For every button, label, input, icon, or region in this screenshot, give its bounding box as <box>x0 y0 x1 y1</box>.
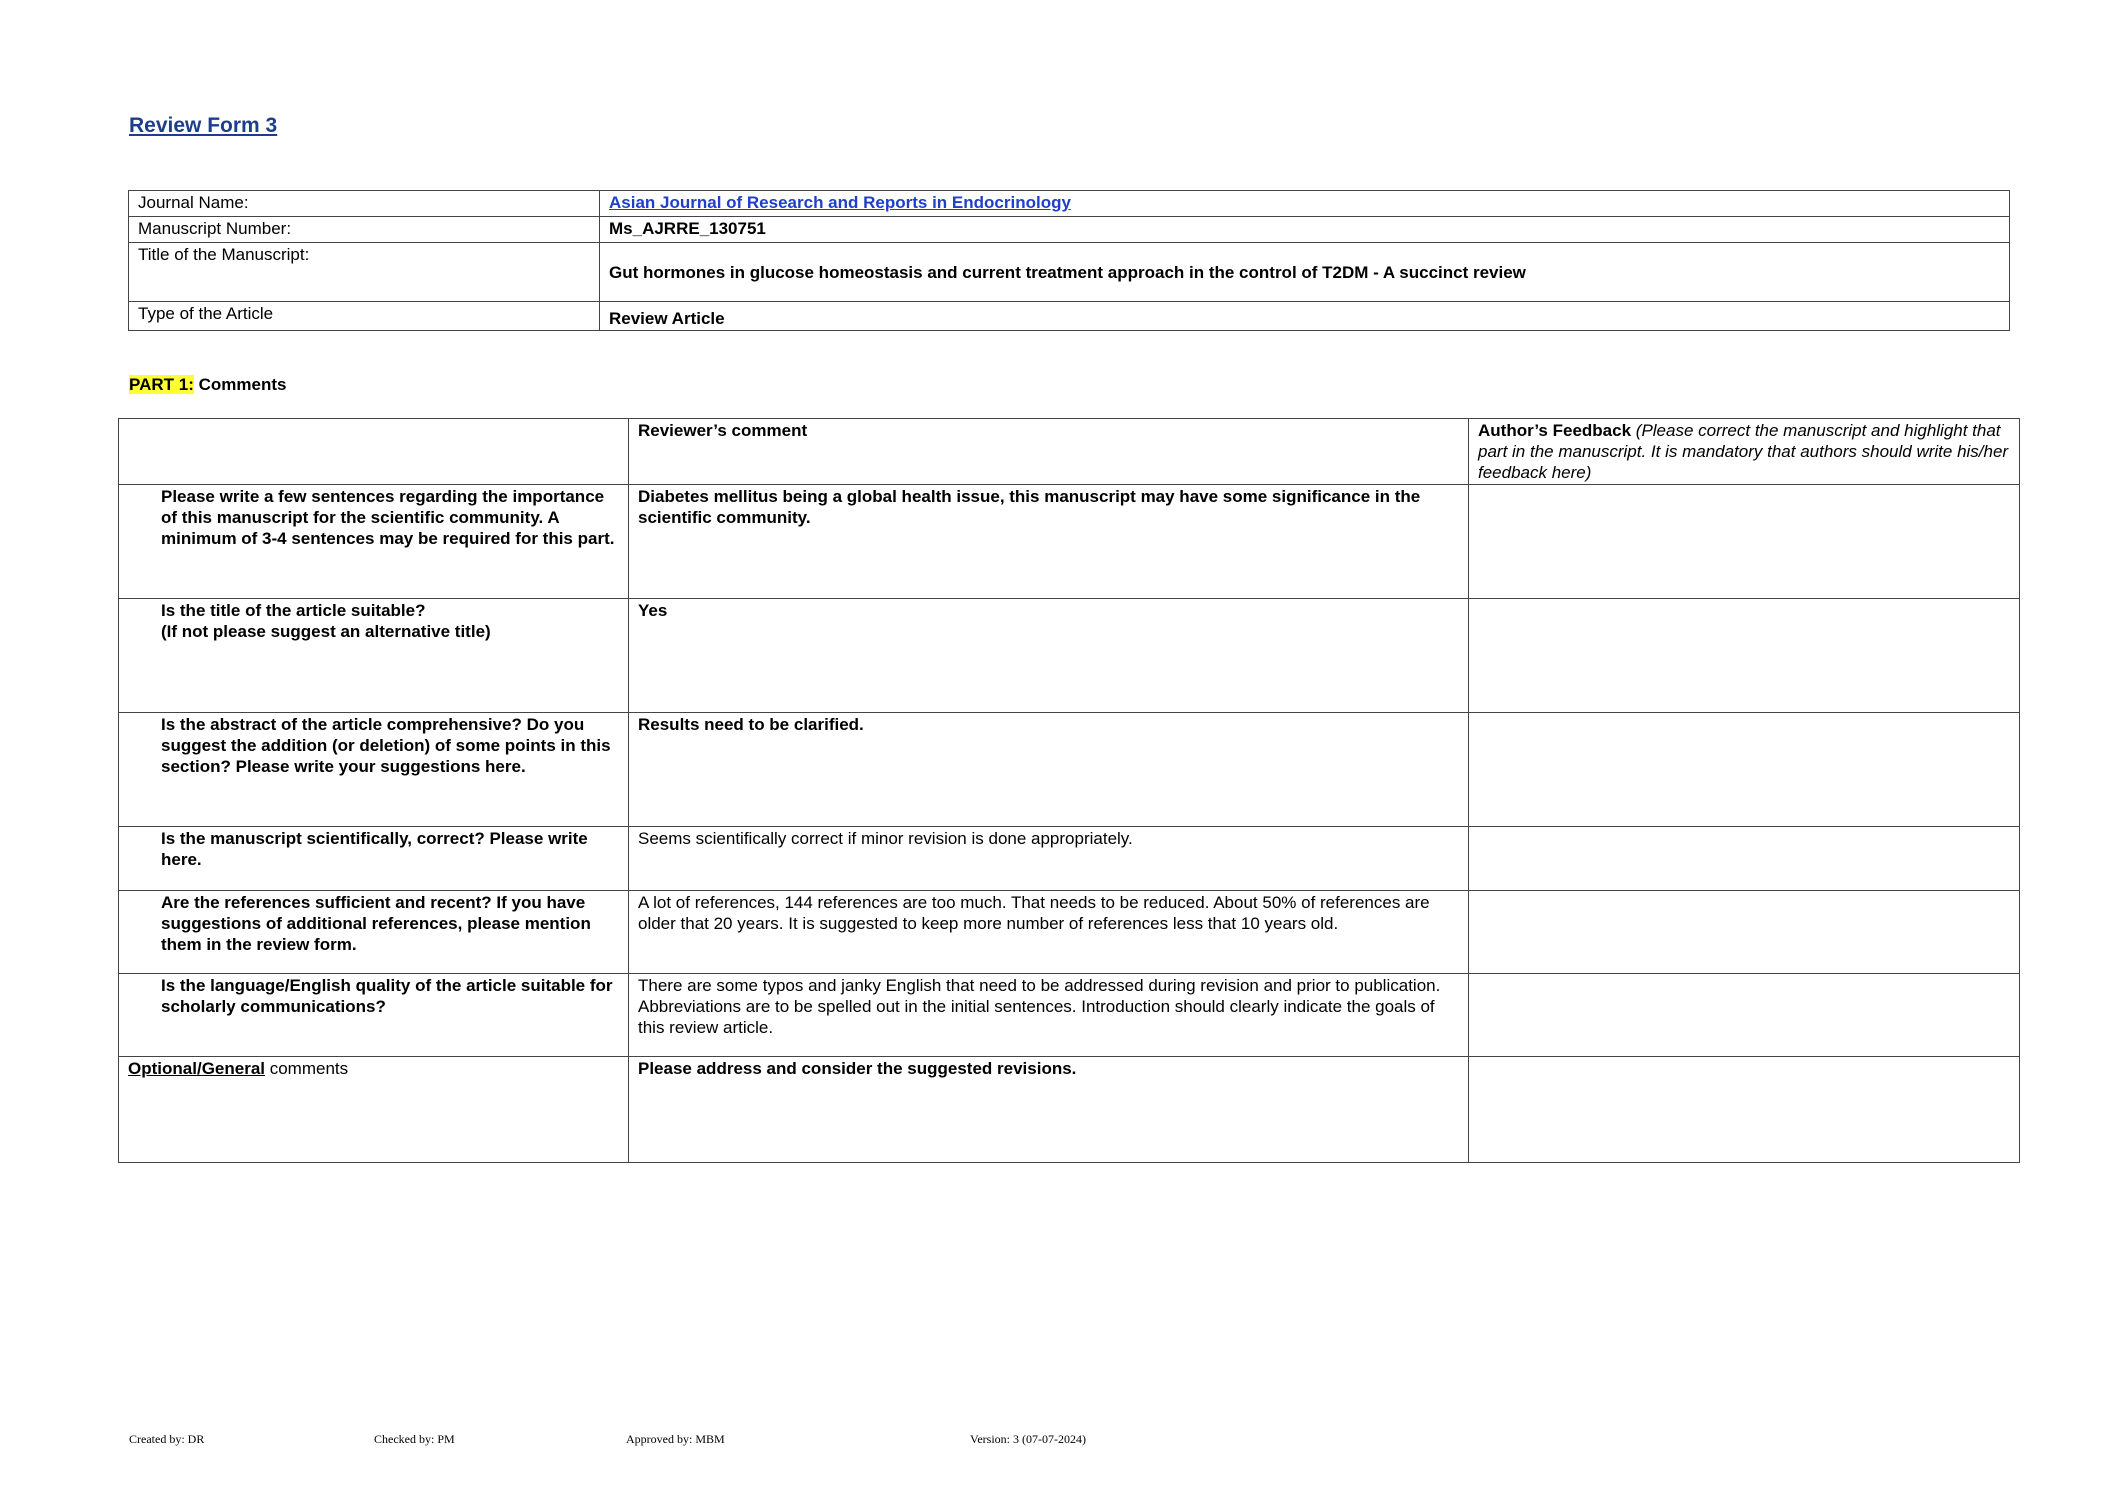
info-row-title <box>129 243 2010 302</box>
footer-created-by: Created by: DR <box>129 1432 205 1446</box>
info-row-type <box>129 302 2010 331</box>
author-feedback-cell[interactable] <box>1469 827 2020 891</box>
comment-row <box>119 599 2020 713</box>
comments-header-row <box>119 419 2020 485</box>
info-row-journal <box>129 191 2010 217</box>
comments-label: comments <box>265 1059 349 1078</box>
slash-label: / <box>196 1059 202 1078</box>
reviewer-comment-cell: Yes <box>629 599 1469 713</box>
comment-row <box>119 891 2020 974</box>
question-cell: Is the title of the article suitable? (If not please suggest an alternative title) <box>119 599 629 713</box>
author-feedback-cell[interactable] <box>1469 485 2020 599</box>
optional-label: Optional <box>128 1059 197 1078</box>
author-feedback-instructions: (Please correct the manuscript and highlight that part in the manuscript. It is mandatory that authors should write his/her feedback here) <box>1478 421 2009 482</box>
title-label: Title of the Manuscript: <box>129 243 600 302</box>
general-label: General <box>201 1059 265 1078</box>
header-author-feedback <box>1469 419 2020 485</box>
manuscript-title: Gut hormones in glucose homeostasis and current treatment approach in the control of T2DM - A succinct review <box>600 243 2010 302</box>
author-feedback-cell[interactable] <box>1469 713 2020 827</box>
author-feedback-label: Author’s Feedback <box>1478 421 1632 440</box>
journal-label: Journal Name: <box>129 191 600 217</box>
author-feedback-cell[interactable] <box>1469 891 2020 974</box>
optional-author-feedback[interactable] <box>1469 1057 2020 1163</box>
question-cell: Are the references sufficient and recent? If you have suggestions of additional references, please mention them in the review form. <box>119 891 629 974</box>
manuscript-number: Ms_AJRRE_130751 <box>600 217 2010 243</box>
form-title: Review Form 3 <box>129 114 278 137</box>
author-feedback-cell[interactable] <box>1469 974 2020 1057</box>
question-cell: Is the language/English quality of the article suitable for scholarly communications? <box>119 974 629 1057</box>
info-row-manuscript <box>129 217 2010 243</box>
question-cell: Is the abstract of the article comprehensive? Do you suggest the addition (or deletion) of some points in this section? Please write your suggestions here. <box>119 713 629 827</box>
comment-row <box>119 485 2020 599</box>
reviewer-comment-cell: There are some typos and janky English that need to be addressed during revision and prior to publication. Abbreviations are to be spelled out in the initial sentences. Introduction should clearly indicate the goals of this review article. <box>629 974 1469 1057</box>
question-cell: Please write a few sentences regarding the importance of this manuscript for the scientific community. A minimum of 3-4 sentences may be required for this part. <box>119 485 629 599</box>
optional-reviewer-comment: Please address and consider the suggested revisions. <box>629 1057 1469 1163</box>
comments-table <box>118 418 2020 1163</box>
manuscript-info-table <box>128 190 2010 331</box>
footer-version: Version: 3 (07-07-2024) <box>970 1432 1086 1446</box>
optional-general-label <box>119 1057 629 1163</box>
journal-link[interactable]: Asian Journal of Research and Reports in Endocrinology <box>609 193 1071 212</box>
footer-approved-by: Approved by: MBM <box>626 1432 725 1446</box>
reviewer-comment-cell: A lot of references, 144 references are too much. That needs to be reduced. About 50% of references are older that 20 years. It is suggested to keep more number of references less that 10 years old. <box>629 891 1469 974</box>
journal-value-cell <box>600 191 2010 217</box>
question-cell: Is the manuscript scientifically, correct? Please write here. <box>119 827 629 891</box>
manuscript-label: Manuscript Number: <box>129 217 600 243</box>
reviewer-comment-cell: Diabetes mellitus being a global health issue, this manuscript may have some significance in the scientific community. <box>629 485 1469 599</box>
comment-row <box>119 827 2020 891</box>
reviewer-comment-cell: Results need to be clarified. <box>629 713 1469 827</box>
part-label: PART 1: <box>129 375 194 394</box>
header-empty-cell <box>119 419 629 485</box>
part-heading <box>129 375 286 395</box>
part-title: Comments <box>198 375 287 394</box>
footer-checked-by: Checked by: PM <box>374 1432 455 1446</box>
comment-row <box>119 713 2020 827</box>
type-label: Type of the Article <box>129 302 600 331</box>
reviewer-comment-cell: Seems scientifically correct if minor revision is done appropriately. <box>629 827 1469 891</box>
optional-comments-row <box>119 1057 2020 1163</box>
comment-row <box>119 974 2020 1057</box>
article-type: Review Article <box>600 302 2010 331</box>
author-feedback-cell[interactable] <box>1469 599 2020 713</box>
header-reviewer-comment: Reviewer’s comment <box>629 419 1469 485</box>
